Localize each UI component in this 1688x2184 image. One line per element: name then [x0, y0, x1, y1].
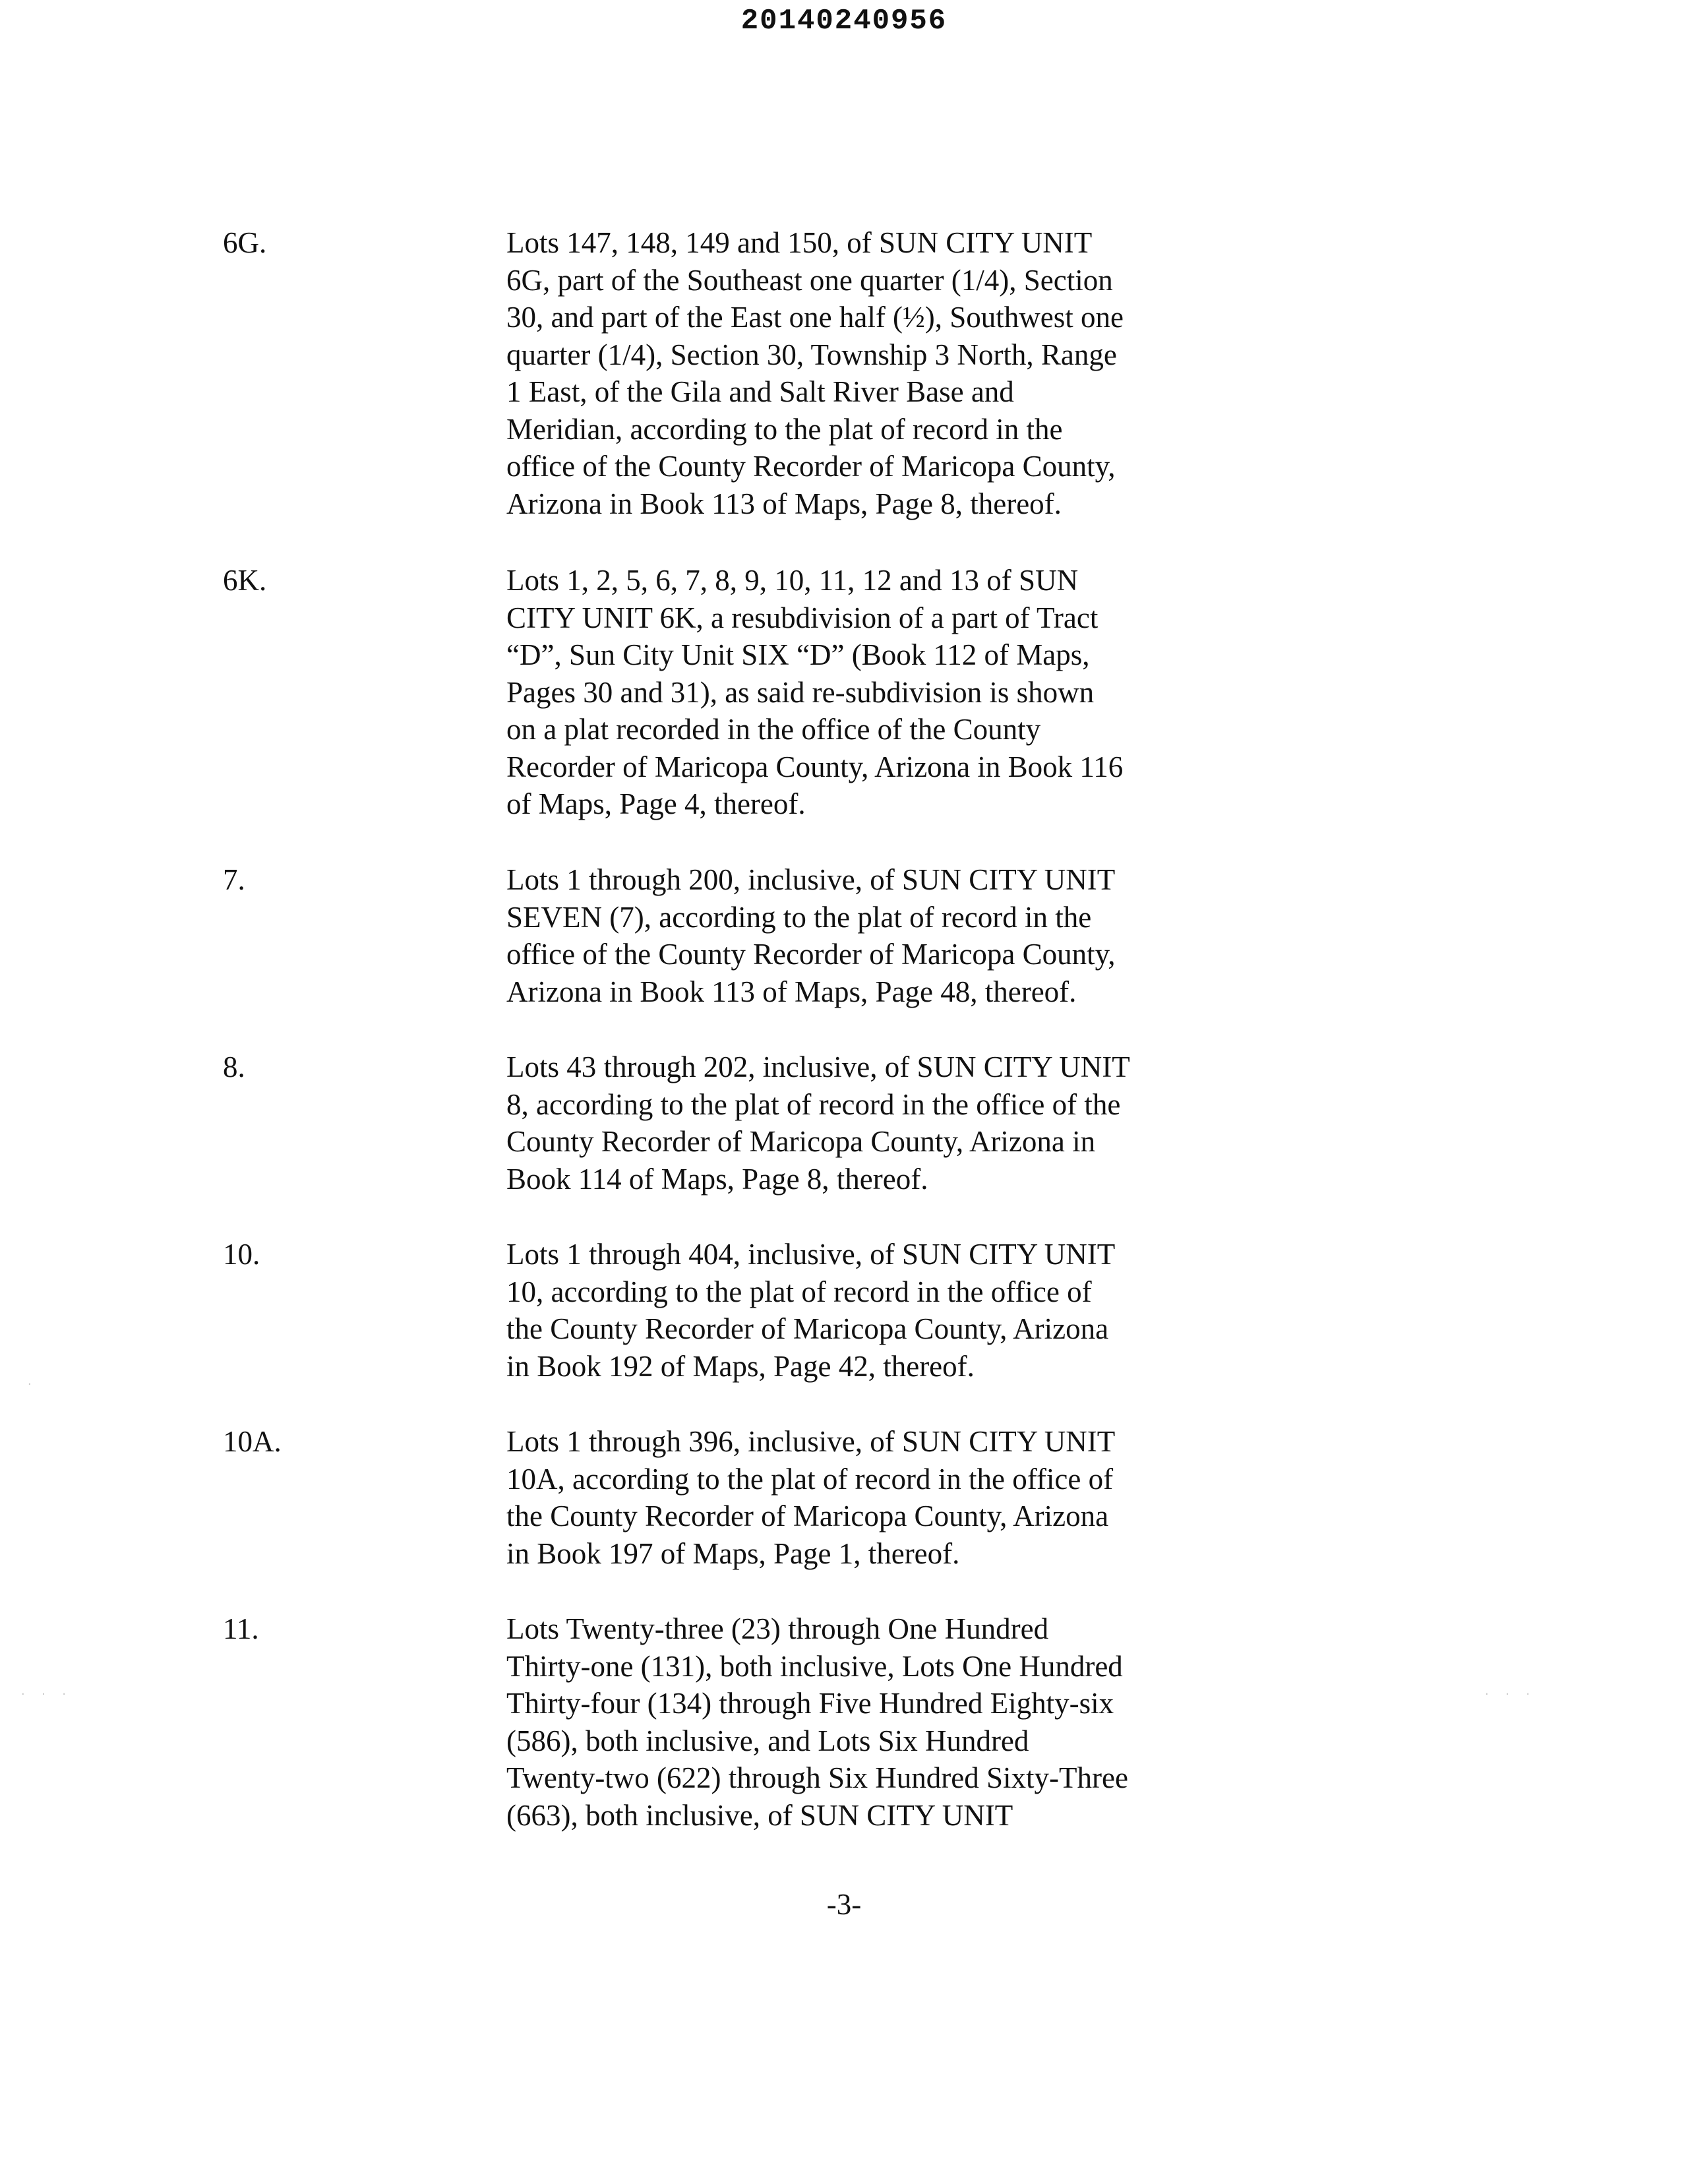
description-line: Twenty-two (622) through Six Hundred Sixty-Three [506, 1761, 1128, 1794]
scan-speck: · · · [1484, 1688, 1536, 1700]
unit-description [506, 562, 1166, 823]
description-line: Pages 30 and 31), as said re-subdivision is shown [506, 675, 1095, 709]
unit-description [506, 1048, 1166, 1198]
description-line: Lots 147, 148, 149 and 150, of SUN CITY UNIT [506, 226, 1093, 259]
page-number: -3- [826, 1888, 862, 1921]
description-line: CITY UNIT 6K, a resubdivision of a part of Tract [506, 601, 1099, 634]
unit-description [506, 224, 1166, 522]
scan-speck: · [26, 1378, 37, 1390]
description-line: on a plat recorded in the office of the County [506, 713, 1041, 746]
description-line: quarter (1/4), Section 30, Township 3 North, Range [506, 338, 1117, 371]
description-line: Arizona in Book 113 of Maps, Page 8, thereof. [506, 487, 1062, 520]
description-line: 30, and part of the East one half (½), Southwest one [506, 301, 1124, 334]
description-line: “D”, Sun City Unit SIX “D” (Book 112 of Maps, [506, 638, 1090, 671]
description-line: Thirty-four (134) through Five Hundred Eighty-six [506, 1687, 1114, 1720]
unit-label: 6G. [223, 226, 267, 259]
unit-description [506, 861, 1166, 1010]
description-line: 8, according to the plat of record in the office of the [506, 1087, 1121, 1121]
description-line: Lots 1, 2, 5, 6, 7, 8, 9, 10, 11, 12 and 13 of SUN [506, 564, 1079, 597]
description-line: 1 East, of the Gila and Salt River Base and [506, 375, 1014, 408]
description-line: Meridian, according to the plat of record in the [506, 412, 1063, 446]
unit-label: 8. [223, 1050, 245, 1083]
description-line: Lots Twenty-three (23) through One Hundred [506, 1612, 1049, 1645]
description-line: Book 114 of Maps, Page 8, thereof. [506, 1162, 928, 1196]
description-line: office of the County Recorder of Maricopa County, [506, 450, 1116, 483]
unit-label: 6K. [223, 564, 267, 597]
description-line: in Book 197 of Maps, Page 1, thereof. [506, 1536, 960, 1570]
description-line: Lots 43 through 202, inclusive, of SUN CITY UNIT [506, 1050, 1130, 1083]
document-number: 20140240956 [740, 5, 948, 38]
description-line: SEVEN (7), according to the plat of record in the [506, 900, 1092, 934]
unit-label: 11. [223, 1612, 259, 1645]
description-line: the County Recorder of Maricopa County, Arizona [506, 1500, 1109, 1532]
description-line: office of the County Recorder of Maricopa County, [506, 938, 1116, 971]
description-line: County Recorder of Maricopa County, Arizona in [506, 1125, 1096, 1158]
description-line: Lots 1 through 396, inclusive, of SUN CITY UNIT [506, 1425, 1116, 1458]
unit-label: 10. [223, 1238, 260, 1271]
unit-description [506, 1423, 1166, 1572]
description-line: Lots 1 through 200, inclusive, of SUN CITY UNIT [506, 863, 1116, 896]
description-line: (586), both inclusive, and Lots Six Hundred [506, 1724, 1029, 1757]
description-line: Arizona in Book 113 of Maps, Page 48, thereof. [506, 975, 1077, 1008]
scan-speck: · · · [20, 1688, 72, 1700]
description-line: the County Recorder of Maricopa County, Arizona [506, 1312, 1109, 1345]
description-line: in Book 192 of Maps, Page 42, thereof. [506, 1349, 975, 1383]
description-line: (663), both inclusive, of SUN CITY UNIT [506, 1798, 1013, 1832]
description-line: Lots 1 through 404, inclusive, of SUN CITY UNIT [506, 1238, 1116, 1271]
description-line: 10, according to the plat of record in the office of [506, 1275, 1092, 1308]
description-line: of Maps, Page 4, thereof. [506, 787, 806, 820]
unit-description [506, 1236, 1166, 1385]
description-line: 10A, according to the plat of record in the office of [506, 1462, 1114, 1496]
description-line: Recorder of Maricopa County, Arizona in Book 116 [506, 750, 1124, 783]
unit-label: 10A. [223, 1425, 282, 1458]
unit-description [506, 1610, 1166, 1834]
description-line: Thirty-one (131), both inclusive, Lots One Hundred [506, 1649, 1123, 1683]
description-line: 6G, part of the Southeast one quarter (1/4), Section [506, 263, 1113, 297]
unit-label: 7. [223, 863, 245, 896]
